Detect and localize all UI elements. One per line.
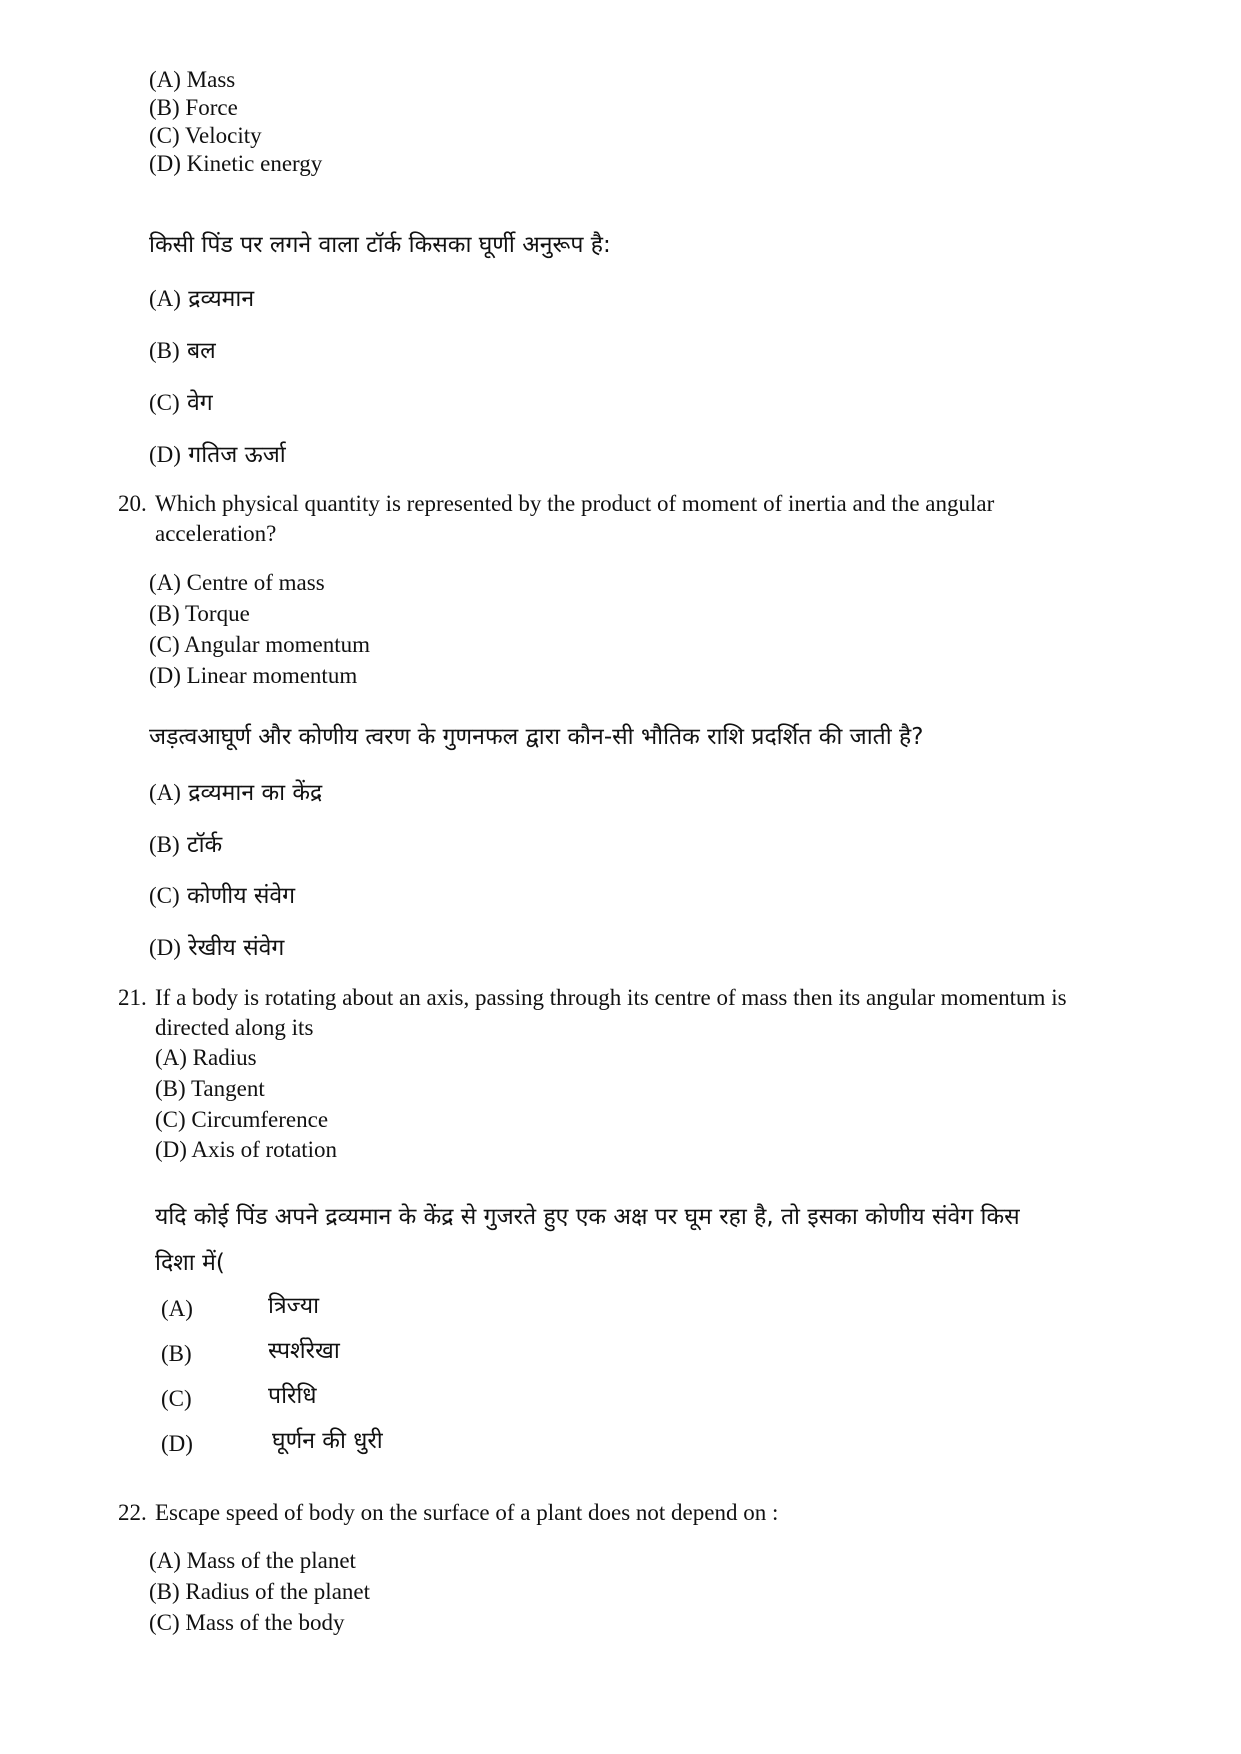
q21-option-en-a: (A) Radius: [155, 1045, 257, 1070]
q20-option-hi-b: (B) टॉर्क: [149, 832, 223, 858]
q21-option-hi-c-text: परिधि: [268, 1383, 317, 1409]
q22-option-en-a: (A) Mass of the planet: [149, 1548, 356, 1573]
q22-option-en-c: (C) Mass of the body: [149, 1610, 345, 1635]
q20-option-en-d: (D) Linear momentum: [149, 663, 358, 688]
q22-option-en-b: (B) Radius of the planet: [149, 1579, 371, 1604]
q20-option-hi-a: (A) द्रव्यमान का केंद्र: [149, 780, 323, 806]
q21-option-en-c: (C) Circumference: [155, 1107, 329, 1132]
q20-option-en-b: (B) Torque: [149, 601, 250, 626]
prev-option-en-b: (B) Force: [149, 95, 238, 120]
q21-option-hi-d-label: (D): [161, 1431, 193, 1456]
q21-option-en-d: (D) Axis of rotation: [155, 1137, 338, 1162]
q21-question-hi-line2: दिशा में(: [155, 1250, 225, 1276]
q20-question-hi: जड़त्वआघूर्ण और कोणीय त्वरण के गुणनफल द्वारा कौन-सी भौतिक राशि प्रदर्शित की जाती है?: [149, 724, 924, 750]
q20-question-en-line2: acceleration?: [155, 521, 277, 546]
q22-number: 22.: [118, 1500, 147, 1525]
prev-option-en-a: (A) Mass: [149, 67, 236, 92]
q21-number: 21.: [118, 985, 147, 1010]
prev-option-hi-d: (D) गतिज ऊर्जा: [149, 442, 286, 468]
q21-question-en-line2: directed along its: [155, 1015, 314, 1040]
prev-option-hi-b: (B) बल: [149, 338, 216, 364]
q22-question-en: Escape speed of body on the surface of a plant does not depend on :: [155, 1500, 779, 1525]
prev-option-hi-a: (A) द्रव्यमान: [149, 286, 255, 312]
q20-option-en-a: (A) Centre of mass: [149, 570, 325, 595]
q20-number: 20.: [118, 491, 147, 516]
q21-option-hi-c-label: (C): [161, 1386, 192, 1411]
q21-option-hi-d-text: घूर्णन की धुरी: [272, 1428, 383, 1454]
q21-option-en-b: (B) Tangent: [155, 1076, 265, 1101]
prev-question-hi: किसी पिंड पर लगने वाला टॉर्क किसका घूर्णी अनुरूप है:: [149, 232, 611, 258]
q20-question-en-line1: Which physical quantity is represented by the product of moment of inertia and the angular: [155, 491, 995, 516]
q21-question-en-line1: If a body is rotating about an axis, passing through its centre of mass then its angular momentum is: [155, 985, 1067, 1010]
prev-option-hi-c: (C) वेग: [149, 390, 213, 416]
q21-option-hi-a-label: (A): [161, 1296, 193, 1321]
q21-question-hi-line1: यदि कोई पिंड अपने द्रव्यमान के केंद्र से गुजरते हुए एक अक्ष पर घूम रहा है, तो इसका कोणीय संवेग किस: [155, 1204, 1020, 1230]
q21-option-hi-b-label: (B): [161, 1341, 192, 1366]
prev-option-en-d: (D) Kinetic energy: [149, 151, 323, 176]
q20-option-en-c: (C) Angular momentum: [149, 632, 371, 657]
q21-option-hi-a-text: त्रिज्या: [268, 1293, 320, 1319]
prev-option-en-c: (C) Velocity: [149, 123, 262, 148]
q20-option-hi-c: (C) कोणीय संवेग: [149, 883, 296, 909]
q20-option-hi-d: (D) रेखीय संवेग: [149, 935, 285, 961]
q21-option-hi-b-text: स्पर्शरेखा: [268, 1338, 340, 1364]
